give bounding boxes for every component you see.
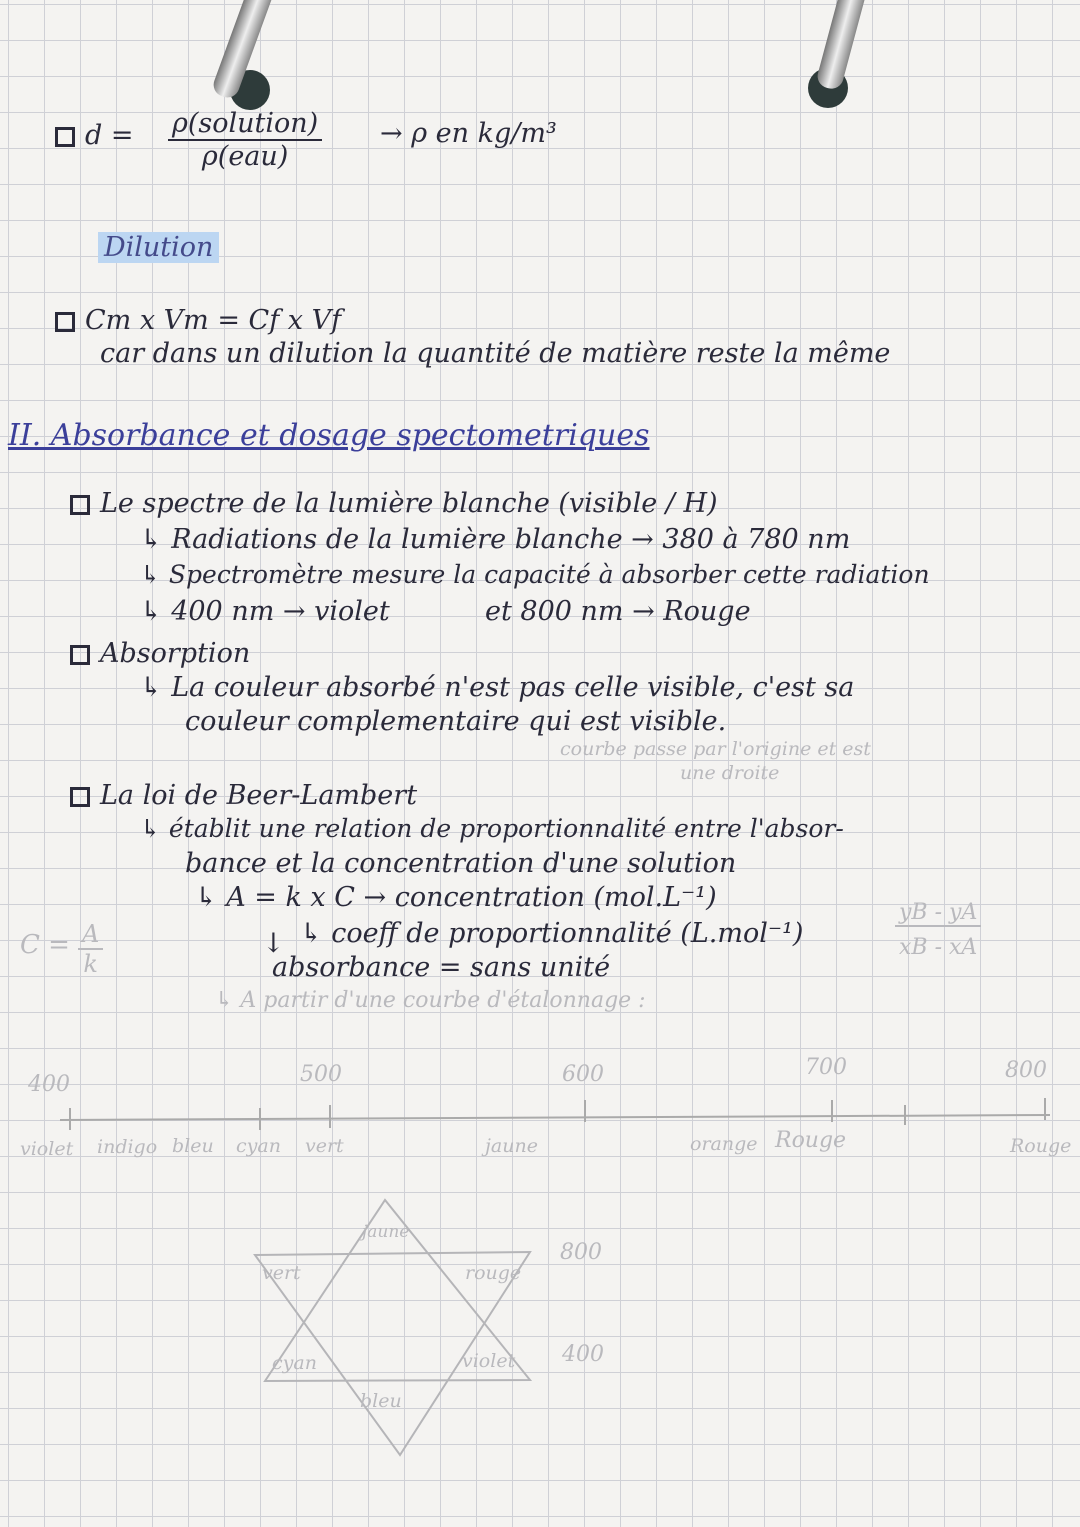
star-label: violet bbox=[462, 1350, 516, 1372]
section-title: II. Absorbance et dosage spectometriques bbox=[8, 418, 650, 453]
calibration-note: ↳ A partir d'une courbe d'étalonnage : bbox=[215, 988, 646, 1013]
color-label: bleu bbox=[172, 1135, 214, 1157]
color-label: jaune bbox=[485, 1135, 538, 1157]
color-label: indigo bbox=[97, 1136, 158, 1158]
dilution-heading: Dilution bbox=[98, 232, 219, 263]
tick-label: 600 bbox=[562, 1062, 604, 1087]
star-label: bleu bbox=[360, 1390, 402, 1412]
beer-line: bance et la concentration d'une solution bbox=[185, 848, 737, 879]
spectrum-axis bbox=[60, 1115, 1050, 1120]
color-label: cyan bbox=[236, 1135, 281, 1157]
spectre-heading: Le spectre de la lumière blanche (visible / H) bbox=[100, 488, 718, 519]
color-label: violet bbox=[20, 1138, 74, 1160]
color-label: orange bbox=[690, 1133, 758, 1155]
denominator: ρ(eau) bbox=[201, 141, 289, 172]
pencil-note: courbe passe par l'origine et est bbox=[560, 738, 871, 760]
spectre-line: et 800 nm → Rouge bbox=[485, 596, 751, 627]
numerator: ρ(solution) bbox=[168, 108, 322, 141]
absorption-line: ↳ La couleur absorbé n'est pas celle visible, c'est sa bbox=[140, 672, 855, 703]
color-label: Rouge bbox=[1010, 1135, 1072, 1157]
margin-formula: C = bbox=[20, 930, 70, 960]
star-label: jaune bbox=[362, 1222, 410, 1242]
density-unit: → ρ en kg/m³ bbox=[380, 118, 557, 149]
beer-line: absorbance = sans unité bbox=[272, 952, 611, 983]
dilution-formula: Cm x Vm = Cf x Vf bbox=[85, 305, 342, 336]
absorption-line: couleur complementaire qui est visible. bbox=[185, 706, 727, 737]
star-label: cyan bbox=[272, 1352, 317, 1374]
denominator: k bbox=[83, 950, 98, 978]
tick-label: 700 bbox=[805, 1055, 847, 1080]
star-label: vert bbox=[262, 1262, 301, 1284]
tick-label: 400 bbox=[28, 1072, 70, 1097]
beer-line: ↳ établit une relation de proportionnalité entre l'absor- bbox=[140, 814, 844, 843]
star-label: rouge bbox=[465, 1262, 522, 1284]
spectre-line: ↳ Spectromètre mesure la capacité à absorber cette radiation bbox=[140, 560, 930, 589]
tick-label: 500 bbox=[300, 1062, 342, 1087]
star-value: 800 bbox=[560, 1240, 602, 1265]
spectre-line: ↳ Radiations de la lumière blanche → 380 à 780 nm bbox=[140, 524, 851, 555]
numerator: yB - yA bbox=[895, 900, 981, 927]
absorption-heading: Absorption bbox=[100, 638, 251, 669]
pencil-note: une droite bbox=[680, 762, 780, 784]
spectre-line: ↳ 400 nm → violet bbox=[140, 596, 390, 627]
beer-line: ↳ A = k x C → concentration (mol.L⁻¹) bbox=[195, 882, 717, 913]
denominator: xB - xA bbox=[899, 935, 978, 960]
star-value: 400 bbox=[562, 1342, 604, 1367]
density-lhs: d = bbox=[85, 120, 134, 151]
color-label: vert bbox=[305, 1135, 344, 1157]
tick-label: 800 bbox=[1005, 1058, 1047, 1083]
beer-line: ↳ coeff de proportionnalité (L.mol⁻¹) bbox=[300, 918, 804, 949]
dilution-note: car dans un dilution la quantité de matière reste la même bbox=[100, 338, 891, 369]
beer-heading: La loi de Beer-Lambert bbox=[100, 780, 418, 811]
arrow-down-icon: ↓ bbox=[262, 928, 285, 959]
color-label: Rouge bbox=[775, 1128, 847, 1153]
numerator: A bbox=[78, 920, 103, 950]
